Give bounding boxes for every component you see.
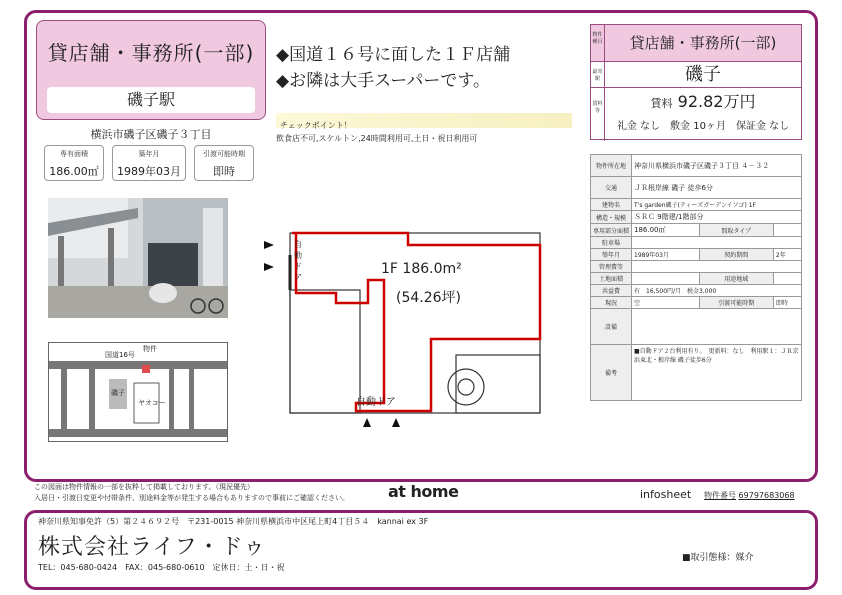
map-road-label: 国道16号 (105, 351, 135, 359)
row-common: 共益費 有 16,500円/月 税金3,000 (591, 285, 802, 297)
row-area: 専用部分面積 186.00㎡ 間取タイプ (591, 224, 802, 237)
summary-side-1: 物件種目 (591, 25, 605, 61)
plan-door-bottom: 自動ドア (356, 397, 396, 408)
row-location: 物件所在地 神奈川県横浜市磯子区磯子３丁目 ４－３２ (591, 155, 802, 177)
checkpoint-bar (276, 113, 572, 128)
summary-category: 貸店舗・事務所(一部) (605, 25, 801, 61)
address-short: 横浜市磯子区磯子３丁目 (90, 128, 212, 141)
athome-logo: at home (388, 482, 459, 501)
checkpoint-text: 飲食店不可,スケルトン,24時間利用可,土日・祝日利用可 (276, 134, 478, 143)
detail-table (590, 154, 802, 401)
row-land: 土地面積 用途地域 (591, 273, 802, 285)
company-name: 株式会社ライフ・ドゥ (38, 535, 267, 560)
plan-tsubo: (54.26坪) (396, 290, 462, 306)
summary-side-3: 賃料等 (591, 87, 605, 141)
summary-station: 磯子 (605, 61, 801, 87)
headline-1: ◆国道１６号に面した１Ｆ店舗 (276, 45, 511, 65)
infosheet-label: infosheet (640, 488, 692, 501)
row-built: 築年月 1989年03月 契約期間 2年 (591, 249, 802, 261)
title-box (36, 20, 266, 120)
row-remarks: 備考 ■自動ドア２台利用有り。 更新料：なし 利用駅１：ＪＲ京浜東北・根岸線 磯子徒歩6分 (591, 345, 802, 401)
company-contact: TEL：045-680-0424 FAX：045-680-0610 定休日：土・日・祝 (38, 563, 285, 572)
stat-built: 築年月 1989年03月 (112, 145, 186, 181)
building-photo (48, 198, 228, 318)
map-store-label: ヤオコー (138, 399, 166, 407)
row-facilities: 設備 (591, 309, 802, 345)
row-parking: 駐車場 (591, 237, 802, 249)
property-id: 物件番号 69797683068 (704, 491, 795, 500)
row-structure: 構造・規模 ＳＲＣ 9階建/1階部分 (591, 211, 802, 224)
plan-area: 1F 186.0m² (381, 261, 462, 277)
floor-plan (256, 215, 552, 440)
area-map (48, 342, 228, 442)
map-property-label: 物件 (143, 345, 157, 353)
category-title: 貸店舗・事務所(一部) (47, 41, 255, 65)
summary-rent: 賃料 92.82万円 (605, 87, 801, 115)
summary-terms: 礼金 なし 敷金 10ヶ月 保証金 なし (616, 121, 790, 132)
map-station-label: 磯子 (111, 389, 125, 397)
row-status: 現況 空 引渡可能時期 即時 (591, 297, 802, 309)
plan-door-vertical: 自動ドア (294, 240, 302, 282)
row-building: 建物名 T's garden磯子(ティーズガーデンイソゴ) 1F (591, 199, 802, 211)
company-license: 神奈川県知事免許（5）第２４６９２号 〒231-0015 神奈川県横浜市中区尾上町4丁目５４ kannai ex 3F (38, 517, 429, 526)
transaction-mode: ■取引態様：媒介 (682, 553, 754, 563)
row-traffic: 交通 ＪＲ根岸線 磯子 徒歩6分 (591, 177, 802, 199)
stat-area: 専有面積 186.00㎡ (44, 145, 104, 181)
summary-box (590, 24, 802, 140)
notice-1: この図面は物件情報の一部を抜粋して掲載しております。（現況優先） (34, 483, 254, 491)
checkpoint-title: チェックポイント！ (280, 121, 352, 130)
notice-2: 入居日・引渡日変更や付帯条件、別途料金等が発生する場合もありますので事前にご確認ください。 (34, 494, 349, 502)
station-title: 磯子駅 (47, 87, 255, 113)
headline-2: ◆お隣は大手スーパーです。 (276, 71, 491, 91)
stat-handover: 引渡可能時期 即時 (194, 145, 254, 181)
row-mgmt: 管理費等 (591, 261, 802, 273)
summary-side-2: 最寄駅 (591, 61, 605, 87)
